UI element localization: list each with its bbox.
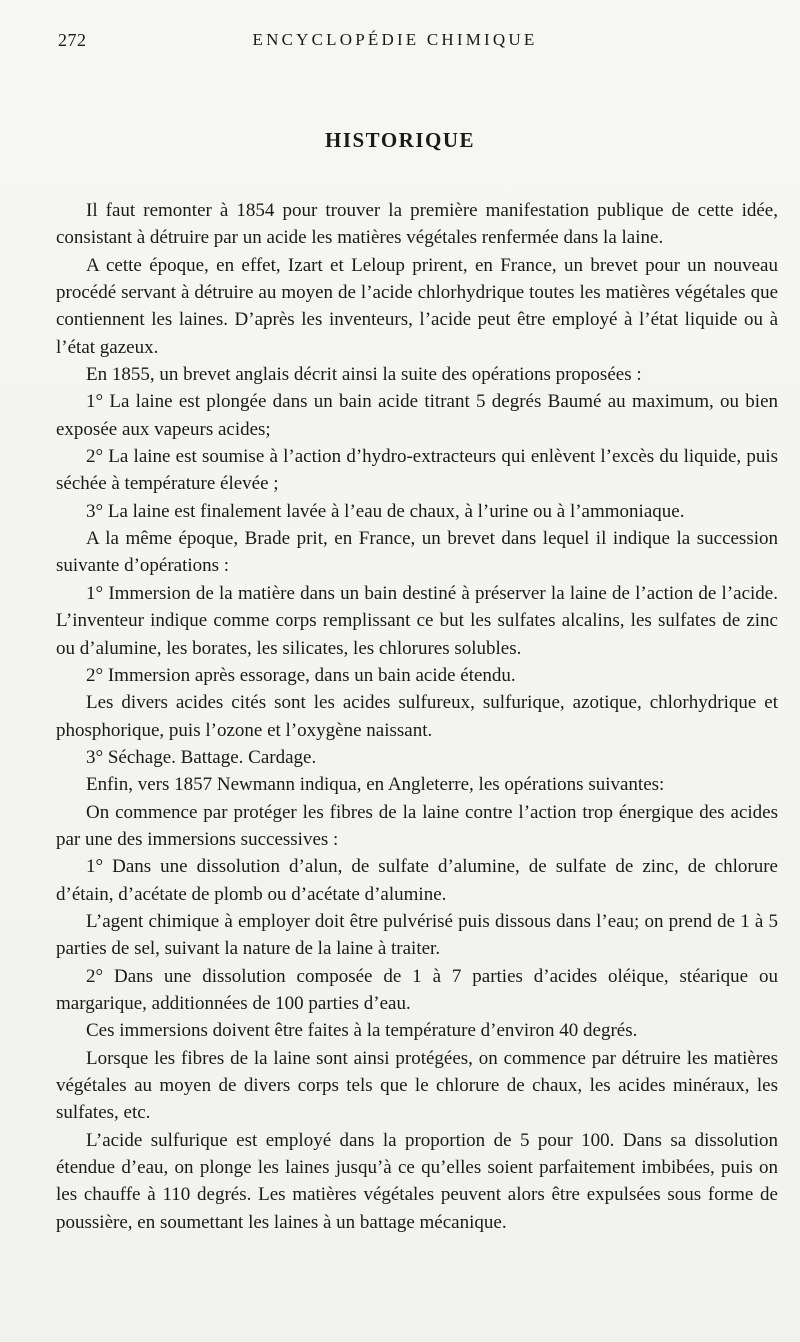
paragraph: 3° Séchage. Battage. Cardage. (86, 746, 317, 768)
running-head (58, 30, 772, 54)
paragraph: Ces immersions doivent être faites à la température d’environ 40 degrés. (86, 1020, 638, 1042)
paragraph: A la même époque, Brade prit, en France, un brevet dans lequel il indique la succession suivante d’opérations : (56, 528, 778, 577)
paragraph: Les divers acides cités sont les acides sulfureux, sulfurique, azotique, chlorhydrique et phosphorique, puis l’ozone et l’oxygène naissant. (56, 692, 778, 741)
paragraph: 3° La laine est finalement lavée à l’eau de chaux, à l’urine ou à l’ammoniaque. (86, 500, 685, 522)
body-text (56, 197, 778, 1236)
page-number: 272 (58, 30, 87, 50)
paragraph: On commence par protéger les fibres de la laine contre l’action trop énergique des acides par une des immersions successives : (56, 801, 778, 850)
running-title: ENCYCLOPÉDIE CHIMIQUE (252, 30, 538, 49)
paragraph: 1° La laine est plongée dans un bain acide titrant 5 degrés Baumé au maximum, ou bien exposée aux vapeurs acides; (56, 391, 778, 440)
paragraph: 2° Immersion après essorage, dans un bain acide étendu. (86, 664, 516, 686)
paragraph: L’acide sulfurique est employé dans la proportion de 5 pour 100. Dans sa dissolution étendue d’eau, on plonge les laines jusqu’à ce qu’elles soient parfaitement imbibées, puis on les chauffe à 110 degrés. Les matières végétales peuvent alors être expulsées sous forme de poussière, en soumettant les laines à un battage mécanique. (56, 1129, 778, 1233)
paragraph: Enfin, vers 1857 Newmann indiqua, en Angleterre, les opérations suivantes: (86, 774, 665, 796)
paragraph: 2° La laine est soumise à l’action d’hydro-extracteurs qui enlèvent l’excès du liquide, puis séchée à température élevée ; (56, 446, 778, 495)
paragraph: A cette époque, en effet, Izart et Leloup prirent, en France, un brevet pour un nouveau procédé servant à détruire au moyen de l’acide chlorhydrique toutes les matières végétales que contiennent les laines. D’après les inventeurs, l’acide peut être employé à l’état liquide ou à l’état gazeux. (56, 254, 778, 358)
paragraph: En 1855, un brevet anglais décrit ainsi la suite des opérations proposées : (86, 364, 642, 386)
paragraph: 1° Dans une dissolution d’alun, de sulfate d’alumine, de sulfate de zinc, de chlorure d’étain, d’acétate de plomb ou d’acétate d’alumine. (56, 856, 778, 905)
section-title: HISTORIQUE (325, 128, 475, 152)
paragraph: Lorsque les fibres de la laine sont ainsi protégées, on commence par détruire les matières végétales au moyen de divers corps tels que le chlorure de chaux, les acides minéraux, les sulfates, etc. (56, 1047, 778, 1124)
paragraph: Il faut remonter à 1854 pour trouver la première manifestation publique de cette idée, consistant à détruire par un acide les matières végétales renfermée dans la laine. (56, 200, 778, 249)
paragraph: 1° Immersion de la matière dans un bain destiné à préserver la laine de l’action de l’acide. L’inventeur indique comme corps remplissant ce but les sulfates alcalins, les sulfates de zinc ou d’alumine, les borates, les silicates, les chlorures solubles. (56, 582, 778, 659)
paragraph: L’agent chimique à employer doit être pulvérisé puis dissous dans l’eau; on prend de 1 à 5 parties de sel, suivant la nature de la laine à traiter. (56, 910, 778, 960)
paragraph: 2° Dans une dissolution composée de 1 à 7 parties d’acides oléique, stéarique ou margarique, additionnées de 100 parties d’eau. (56, 965, 778, 1014)
